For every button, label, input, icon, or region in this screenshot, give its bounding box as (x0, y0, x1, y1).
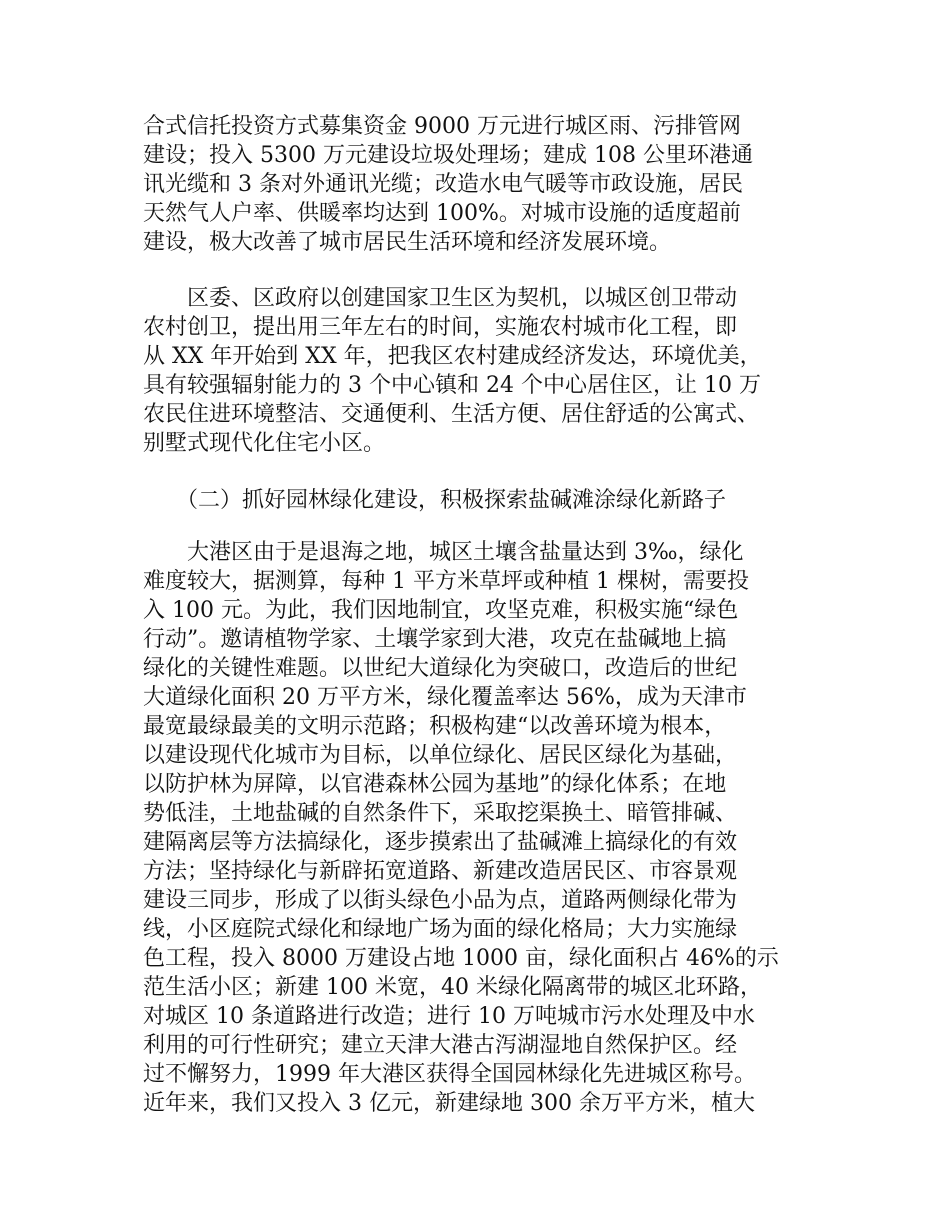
text-line: 行动”。邀请植物学家、土壤学家到大港，攻克在盐碱地上搞 (143, 627, 727, 652)
text-line: 绿化的关键性难题。以世纪大道绿化为突破口，改造后的世纪 (143, 656, 738, 681)
text-line: 方法；坚持绿化与新辟拓宽道路、新建改造居民区、市容景观 (143, 859, 738, 884)
text-line: 近年来，我们又投入 3 亿元，新建绿地 300 余万平方米，植大 (143, 1091, 755, 1116)
text-line: 从 XX 年开始到 XX 年，把我区农村建成经济发达，环境优美， (143, 344, 762, 369)
text-line: 天然气人户率、供暖率均达到 100%。对城市设施的适度超前 (143, 201, 741, 226)
text-line: 势低洼，土地盐碱的自然条件下，采取挖渠换土、暗管排碱、 (143, 801, 738, 826)
paragraph-rural-urbanization (143, 284, 843, 458)
text-line: 利用的可行性研究；建立天津大港古泻湖湿地自然保护区。经 (143, 1033, 738, 1058)
paragraph-greening (143, 538, 843, 1118)
text-line: 线，小区庭院式绿化和绿地广场为面的绿化格局；大力实施绿 (143, 917, 738, 942)
text-line: 色工程，投入 8000 万建设占地 1000 亩，绿化面积占 46%的示 (143, 946, 779, 971)
text-line: 农民住进环境整洁、交通便利、生活方便、居住舒适的公寓式、 (143, 402, 760, 427)
text-line: 建设；投入 5300 万元建设垃圾处理场；建成 108 公里环港通 (143, 143, 753, 168)
text-line: 具有较强辐射能力的 3 个中心镇和 24 个中心居住区，让 10 万 (143, 373, 761, 398)
text-line: 对城区 10 条道路进行改造；进行 10 万吨城市污水处理及中水 (143, 1004, 755, 1029)
text-line: 大道绿化面积 20 万平方米，绿化覆盖率达 56%，成为天津市 (143, 685, 747, 710)
text-line: 别墅式现代化住宅小区。 (143, 431, 386, 456)
section-heading (143, 486, 843, 515)
text-line: 农村创卫，提出用三年左右的时间，实施农村城市化工程，即 (143, 315, 738, 340)
text-line: 以防护林为屏障，以官港森林公园为基地”的绿化体系；在地 (143, 772, 727, 797)
text-line: 以建设现代化城市为目标，以单位绿化、居民区绿化为基础， (143, 743, 738, 768)
text-line: 大港区由于是退海之地，城区土壤含盐量达到 3‰，绿化 (143, 540, 744, 565)
paragraph-municipal-infrastructure (143, 112, 843, 257)
text-line: 建设三同步，形成了以街头绿色小品为点，道路两侧绿化带为 (143, 888, 738, 913)
section-heading-text: （二）抓好园林绿化建设，积极探索盐碱滩涂绿化新路子 (143, 488, 727, 513)
text-line: 难度较大，据测算，每种 1 平方米草坪或种植 1 棵树，需要投 (143, 569, 749, 594)
text-line: 入 100 元。为此，我们因地制宜，攻坚克难，积极实施“绿色 (143, 598, 739, 623)
text-line: 最宽最绿最美的文明示范路；积极构建“以改善环境为根本， (143, 714, 727, 739)
text-line: 建隔离层等方法搞绿化，逐步摸索出了盐碱滩上搞绿化的有效 (143, 830, 738, 855)
text-line: 区委、区政府以创建国家卫生区为契机，以城区创卫带动 (143, 286, 738, 311)
text-line: 范生活小区；新建 100 米宽，40 米绿化隔离带的城区北环路， (143, 975, 762, 1000)
text-line: 合式信托投资方式募集资金 9000 万元进行城区雨、污排管网 (143, 114, 741, 139)
text-line: 讯光缆和 3 条对外通讯光缆；改造水电气暖等市政设施，居民 (143, 172, 743, 197)
text-line: 建设，极大改善了城市居民生活环境和经济发展环境。 (143, 230, 672, 255)
text-line: 过不懈努力，1999 年大港区获得全国园林绿化先进城区称号。 (143, 1062, 756, 1087)
